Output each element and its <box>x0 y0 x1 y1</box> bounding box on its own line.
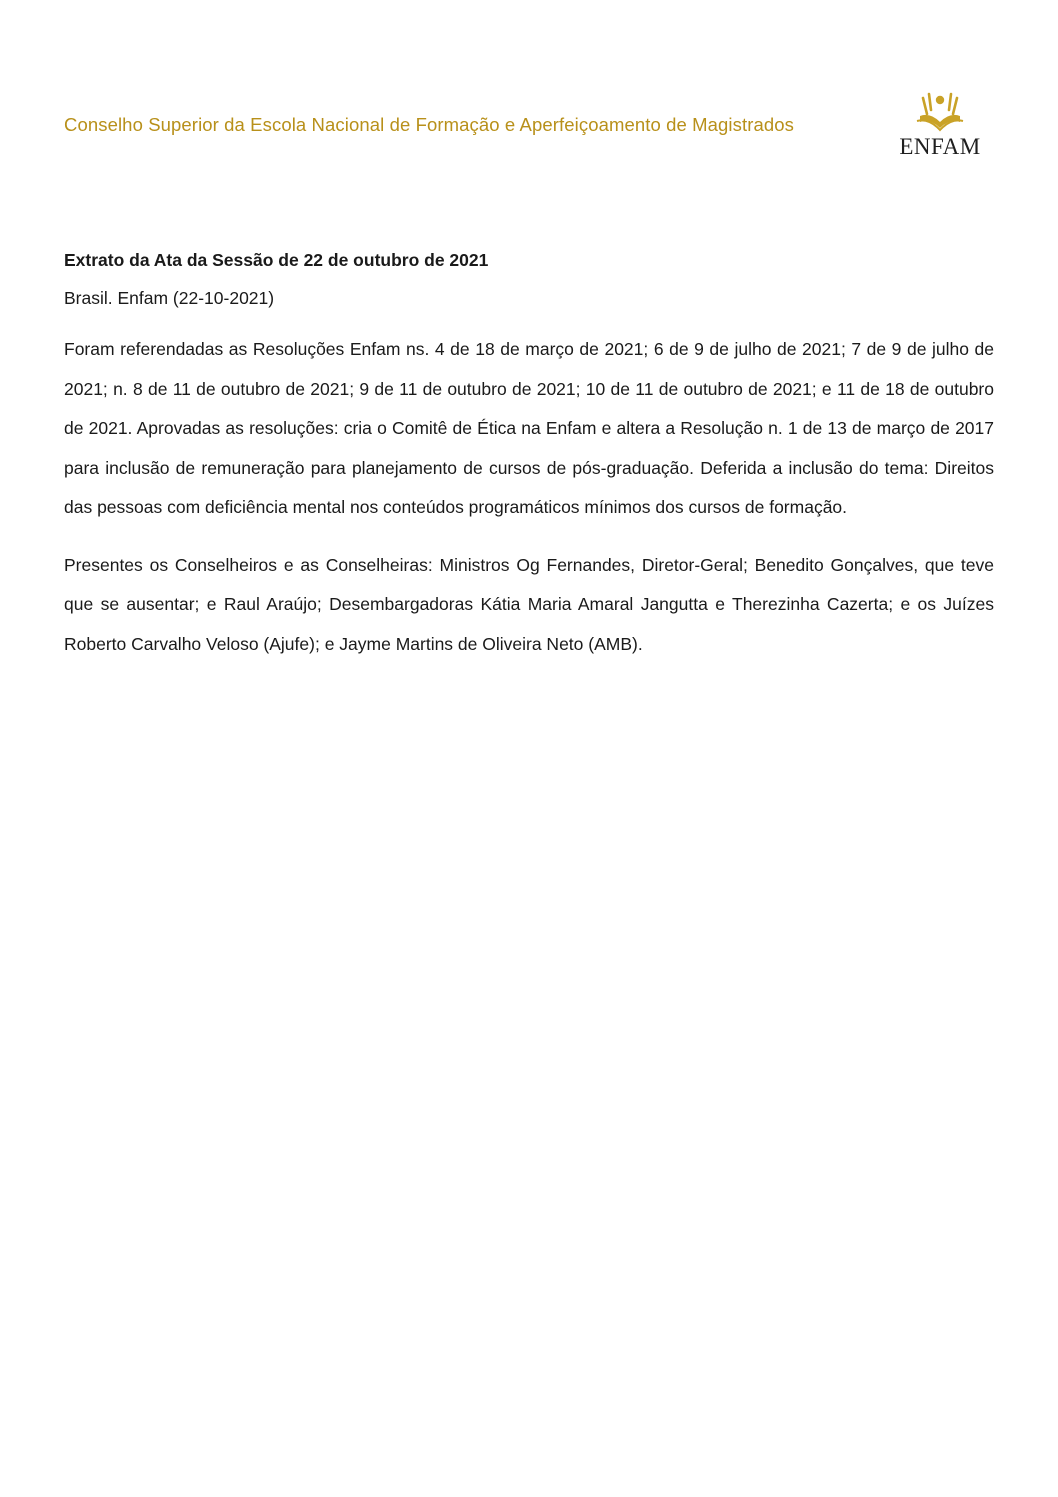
institution-header: Conselho Superior da Escola Nacional de Formação e Aperfeiçoamento de Magistrados <box>64 114 795 135</box>
document-title: Extrato da Ata da Sessão de 22 de outubro de 2021 <box>64 250 489 270</box>
document-reference: Brasil. Enfam (22-10-2021) <box>64 288 275 308</box>
document-body <box>64 246 994 664</box>
enfam-logo <box>898 88 982 162</box>
logo-wordmark: ENFAM <box>899 134 981 159</box>
book-person-icon <box>898 88 982 134</box>
resolutions-paragraph: Foram referendadas as Resoluções Enfam ns. 4 de 18 de março de 2021; 6 de 9 de julho de 2021; 7 de 9 de julho de 2021; n. 8 de 11 de outubro de 2021; 9 de 11 de outubro de 2021; 10 de 11 de outubro de 2021; e 11 de 18 de outubro de 2021. Aprovadas as resoluções: cria o Comitê de Ética na Enfam e altera a Resolução n. 1 de 13 de março de 2017 para inclusão de remuneração para planejamento de cursos de pós-graduação. Deferida a inclusão do tema: Direitos das pessoas com deficiência mental nos conteúdos programáticos mínimos dos cursos de formação. <box>64 339 994 517</box>
attendees-paragraph: Presentes os Conselheiros e as Conselheiras: Ministros Og Fernandes, Diretor-Geral; Benedito Gonçalves, que teve que se ausentar; e Raul Araújo; Desembargadoras Kátia Maria Amaral Jangutta e Therezinha Cazerta; e os Juízes Roberto Carvalho Veloso (Ajufe); e Jayme Martins de Oliveira Neto (AMB). <box>64 554 994 654</box>
